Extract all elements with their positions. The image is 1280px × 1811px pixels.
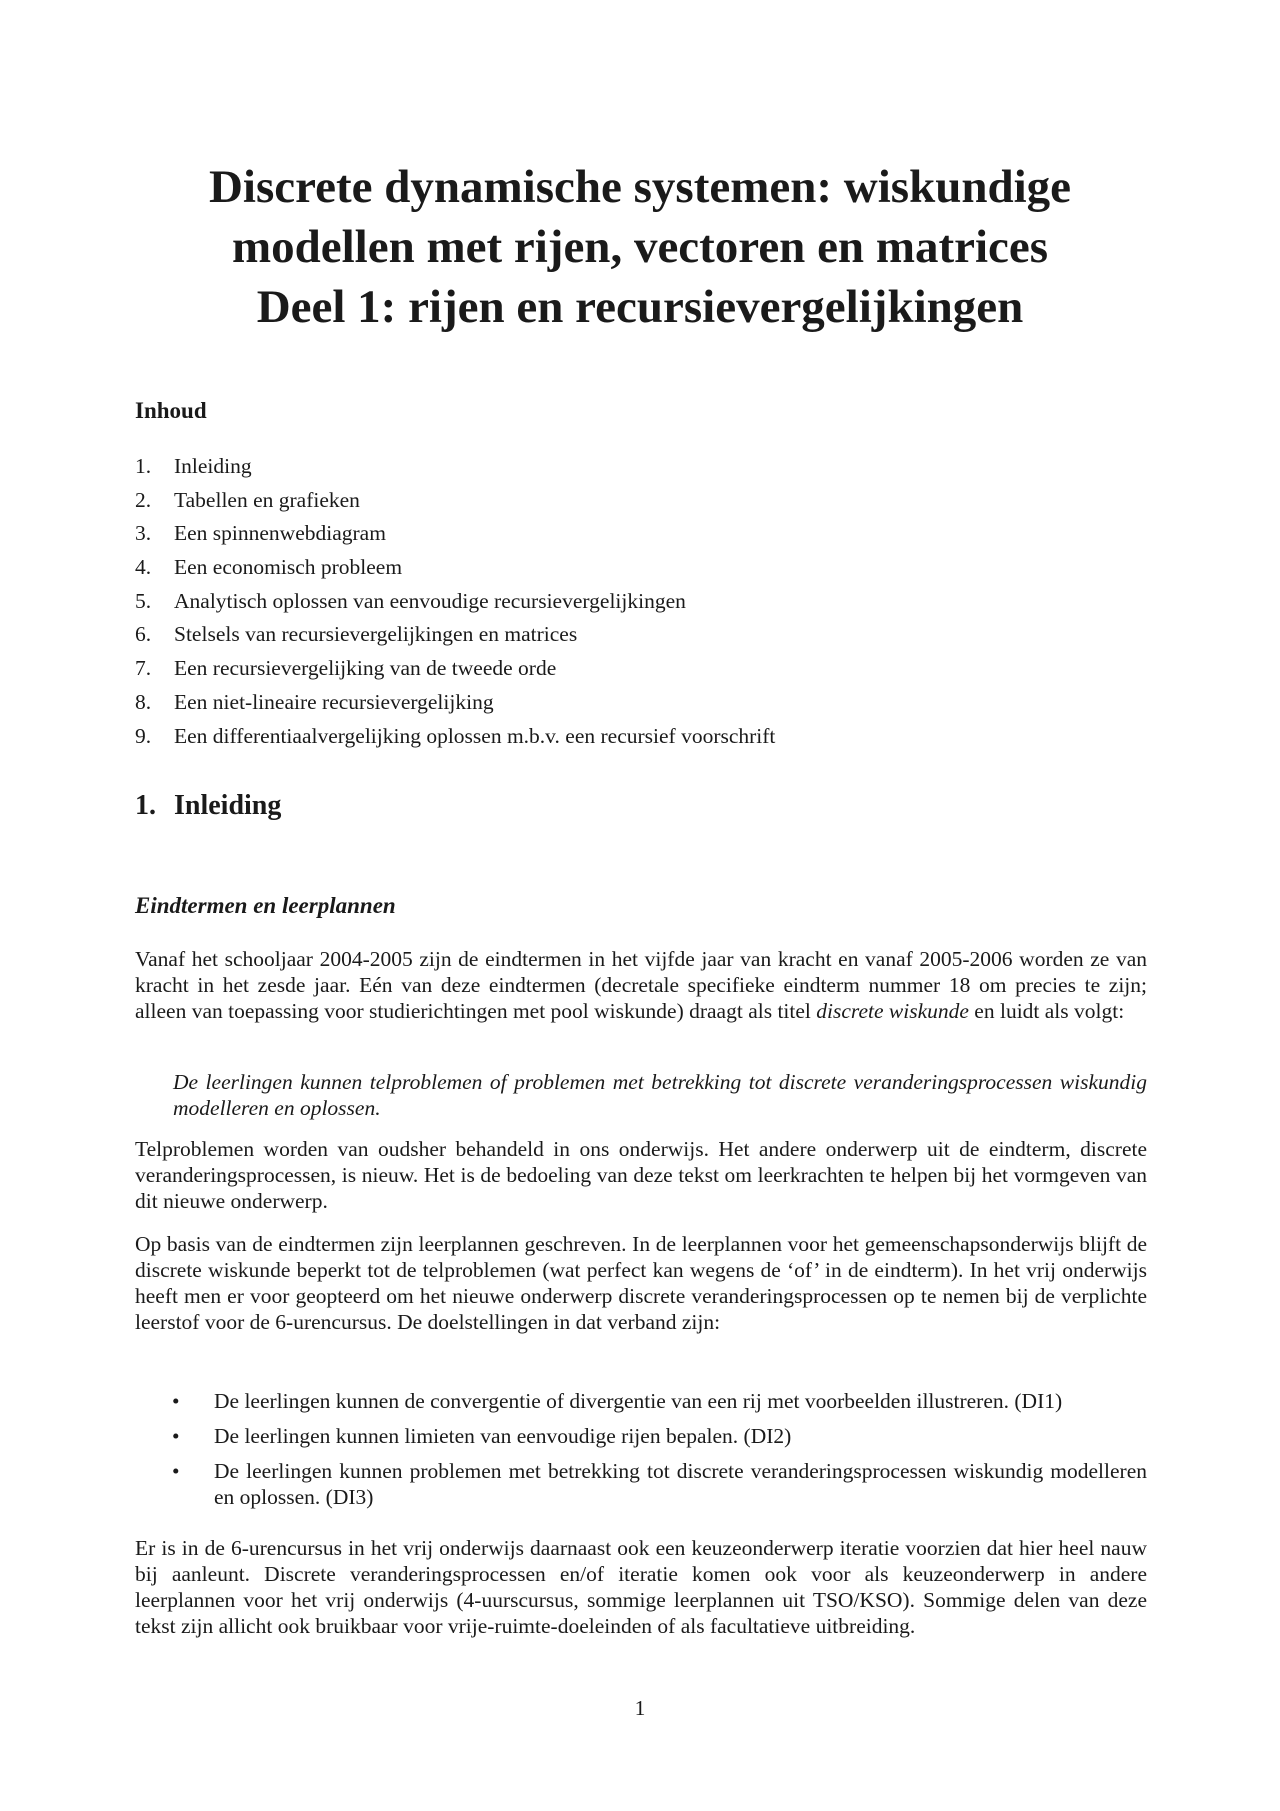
list-item: [135, 1423, 1147, 1449]
section-title: Inleiding: [174, 790, 282, 821]
toc-item-number: 5.: [135, 588, 152, 613]
list-item-text: De leerlingen kunnen problemen met betrekking tot discrete veranderingsprocessen wiskundig modelleren en oplossen. (DI3): [214, 1459, 1147, 1509]
table-of-contents: [135, 452, 775, 755]
doelstellingen-list: [135, 1388, 1147, 1510]
toc-item-number: 3.: [135, 521, 152, 546]
toc-item-label: Analytisch oplossen van eenvoudige recursievergelijkingen: [174, 588, 686, 613]
section-number: 1.: [135, 790, 156, 821]
title-line-1: Discrete dynamische systemen: wiskundige: [208, 161, 1072, 213]
toc-heading: Inhoud: [135, 398, 207, 423]
paragraph-intro: [135, 946, 1147, 1024]
page-number: 1: [634, 1696, 646, 1720]
paragraph-intro-emphasis: discrete wiskunde: [816, 999, 969, 1023]
list-item-text: De leerlingen kunnen de convergentie of divergentie van een rij met voorbeelden illustreren. (DI1): [214, 1389, 1063, 1413]
subsection-heading: Eindtermen en leerplannen: [135, 893, 396, 918]
paragraph-intro-end: en luidt als volgt:: [974, 999, 1125, 1023]
toc-item: [135, 486, 775, 520]
toc-item-label: Een recursievergelijking van de tweede orde: [174, 656, 557, 681]
list-item: [135, 1388, 1147, 1414]
paragraph-intro-text: Vanaf het schooljaar 2004-2005 zijn de eindtermen in het vijfde jaar van kracht en vanaf 2005-2006 worden ze van kracht in het zesde jaar. Eén van deze eindtermen (decretale specifieke eindterm nummer 18 om precies te zijn; alleen van toepassing voor studierichtingen met pool wiskunde) draagt als titel: [135, 947, 1147, 1023]
toc-item-label: Tabellen en grafieken: [174, 487, 360, 512]
toc-item: [135, 722, 775, 756]
title-line-3: Deel 1: rijen en recursievergelijkingen: [256, 281, 1024, 333]
toc-item-label: Een differentiaalvergelijking oplossen m.b.v. een recursief voorschrift: [174, 723, 776, 748]
document-title: [120, 157, 1160, 337]
toc-item: [135, 553, 775, 587]
bullet-icon: •: [172, 1459, 180, 1483]
toc-item: [135, 688, 775, 722]
toc-item-label: Stelsels van recursievergelijkingen en matrices: [174, 622, 578, 647]
toc-item-number: 2.: [135, 487, 152, 512]
toc-item-number: 8.: [135, 689, 152, 714]
bullet-icon: •: [172, 1389, 180, 1413]
toc-item: [135, 452, 775, 486]
toc-item: [135, 654, 775, 688]
eindterm-quote: De leerlingen kunnen telproblemen of problemen met betrekking tot discrete veranderingsprocessen wiskundig modelleren en oplossen.: [173, 1070, 1147, 1120]
toc-item: [135, 620, 775, 654]
toc-item-number: 7.: [135, 656, 152, 681]
paragraph-telproblemen: Telproblemen worden van oudsher behandeld in ons onderwijs. Het andere onderwerp uit de eindterm, discrete veranderingsprocessen, is nieuw. Het is de bedoeling van deze tekst om leerkrachten te helpen bij het vormgeven van dit nieuwe onderwerp.: [135, 1137, 1147, 1213]
toc-item-number: 4.: [135, 555, 152, 580]
toc-item-label: Een niet-lineaire recursievergelijking: [174, 689, 494, 714]
toc-item: [135, 519, 775, 553]
title-line-2: modellen met rijen, vectoren en matrices: [231, 221, 1049, 273]
toc-item-label: Een economisch probleem: [174, 555, 403, 580]
toc-item-number: 6.: [135, 622, 152, 647]
toc-item-label: Inleiding: [174, 454, 252, 478]
toc-item-number: 1.: [135, 454, 152, 478]
list-item-text: De leerlingen kunnen limieten van eenvoudige rijen bepalen. (DI2): [214, 1424, 792, 1448]
toc-item: [135, 587, 775, 621]
toc-item-number: 9.: [135, 723, 152, 748]
paragraph-leerplannen: Op basis van de eindtermen zijn leerplannen geschreven. In de leerplannen voor het gemeenschapsonderwijs blijft de discrete wiskunde beperkt tot de telproblemen (wat perfect kan wegens de ‘of’ in de eindterm). In het vrij onderwijs heeft men er voor geopteerd om het nieuwe onderwerp discrete veranderingsprocessen op te nemen bij de verplichte leerstof voor de 6-urencursus. De doelstellingen in dat verband zijn:: [135, 1232, 1147, 1334]
section-heading: [135, 790, 281, 822]
list-item: [135, 1458, 1147, 1510]
paragraph-keuzeonderwerp: Er is in de 6-urencursus in het vrij onderwijs daarnaast ook een keuzeonderwerp iteratie voorzien dat hier heel nauw bij aanleunt. Discrete veranderingsprocessen en/of iteratie komen ook voor als keuzeonderwerp in andere leerplannen voor het vrij onderwijs (4-uurscursus, sommige leerplannen uit TSO/KSO). Sommige delen van deze tekst zijn allicht ook bruikbaar voor vrije-ruimte-doeleinden of als facultatieve uitbreiding.: [135, 1536, 1147, 1638]
bullet-icon: •: [172, 1424, 180, 1448]
toc-item-label: Een spinnenwebdiagram: [174, 521, 386, 546]
